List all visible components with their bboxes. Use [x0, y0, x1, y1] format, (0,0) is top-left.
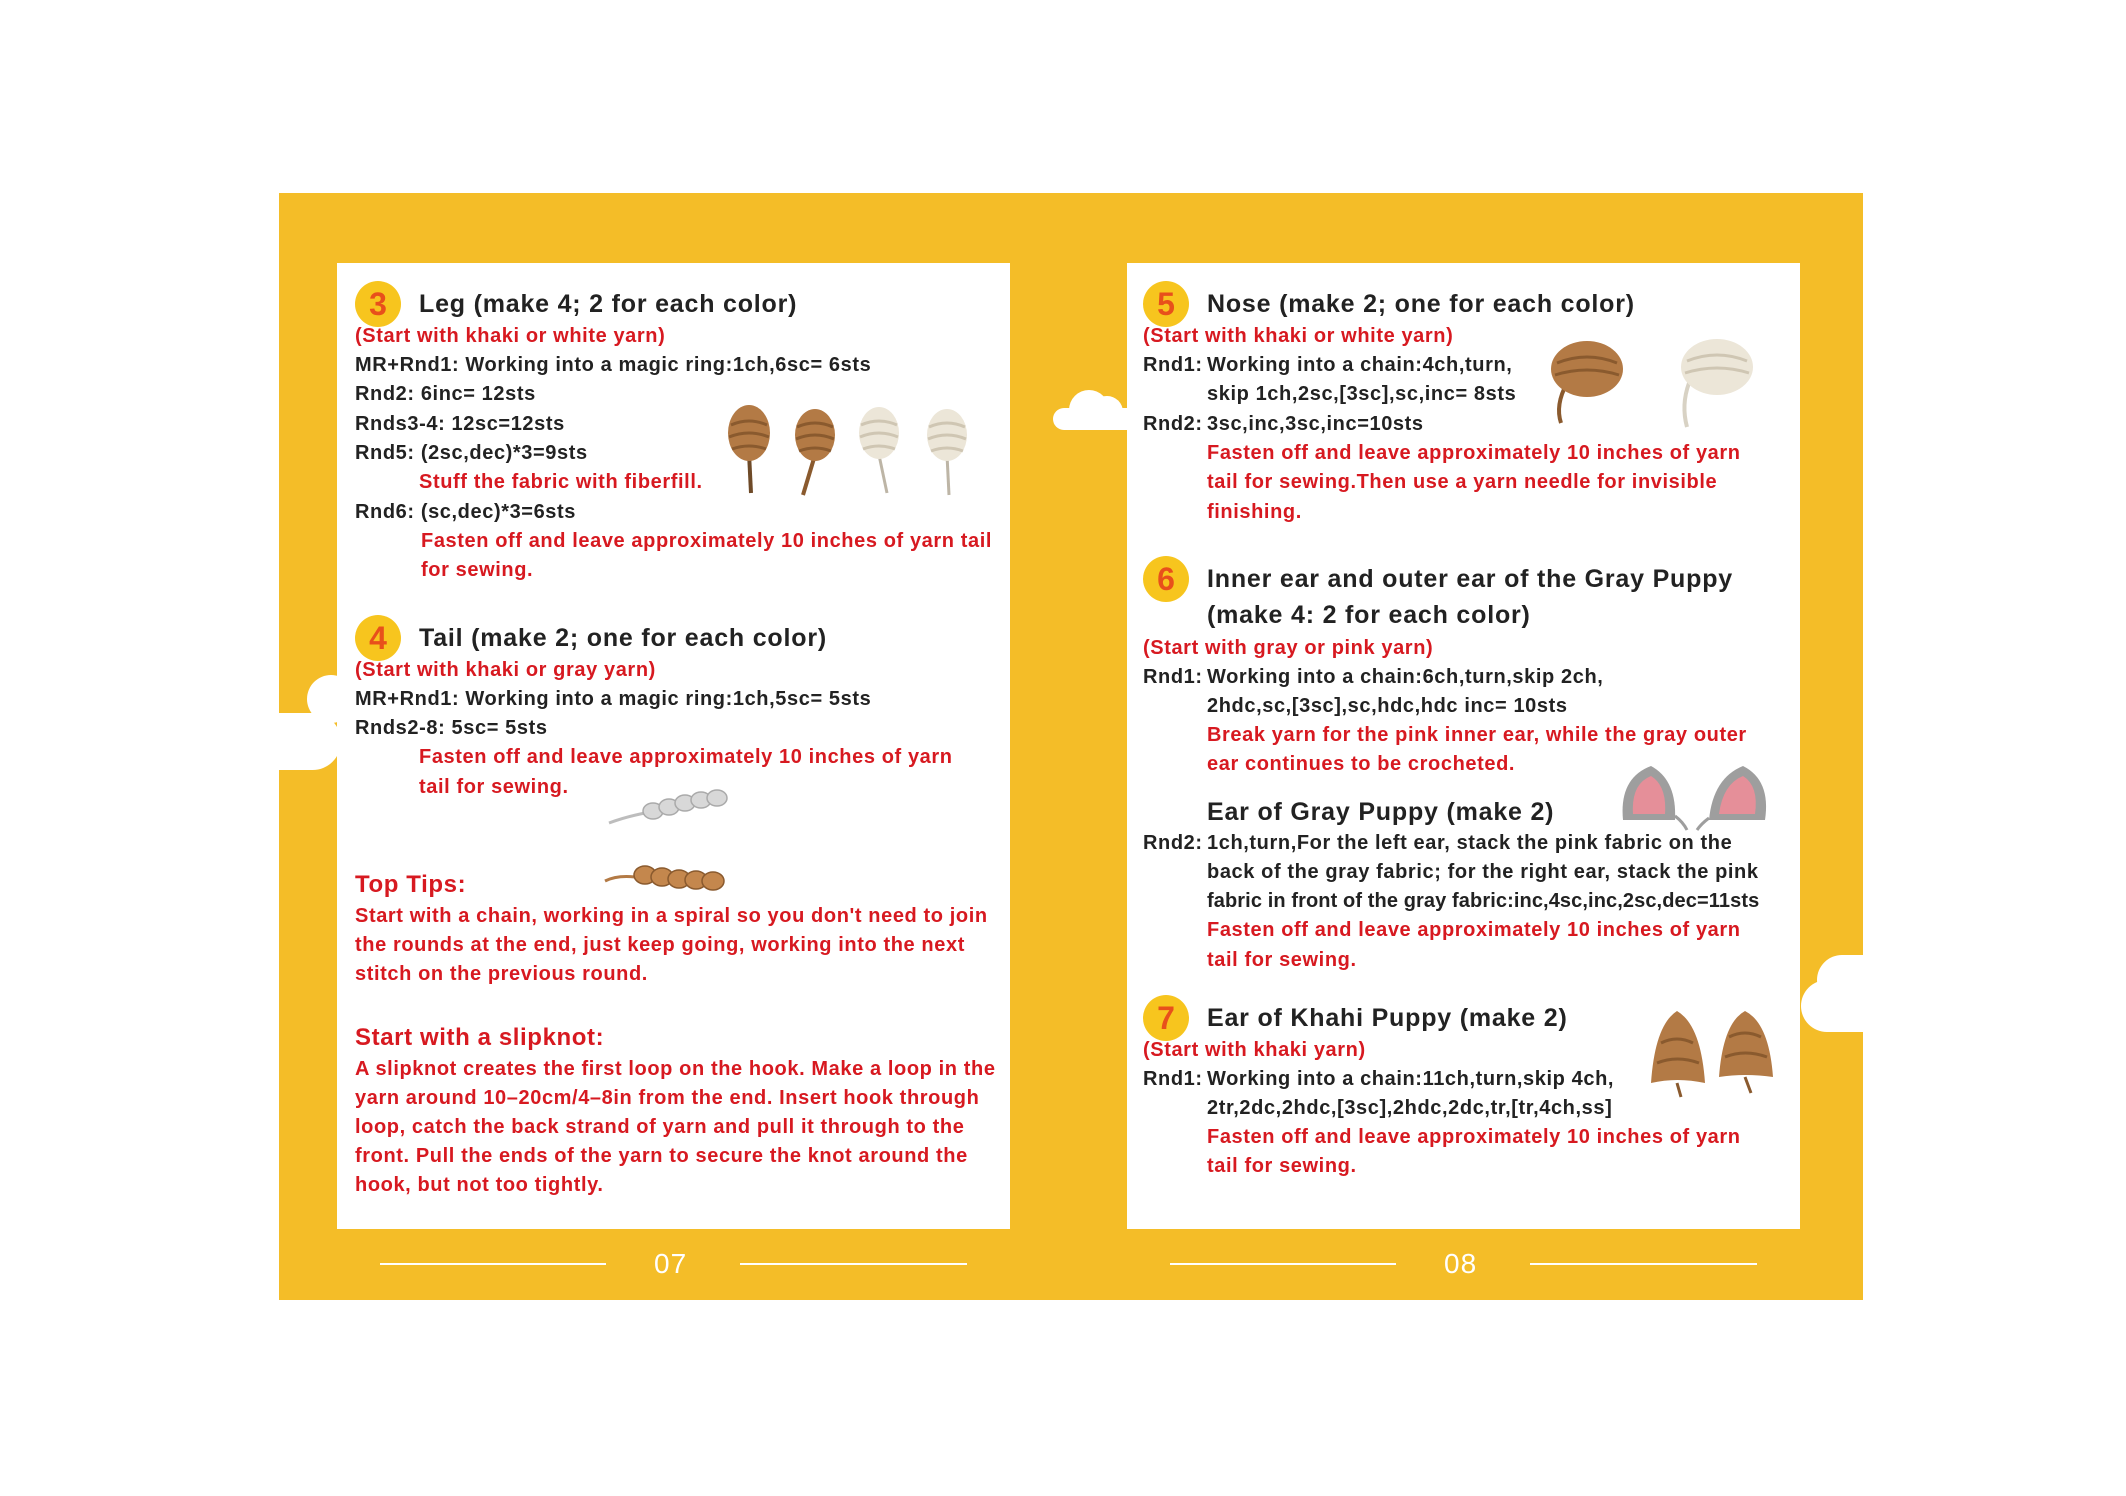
booklet-spread [279, 193, 1863, 1300]
step-7-badge: 7 [1143, 995, 1189, 1041]
ear-start-note: (Start with gray or pink yarn) [1143, 637, 1434, 659]
ear-rnd1-line: Working into a chain:6ch,turn,skip 2ch, [1207, 666, 1604, 688]
tail-fasten-note: Fasten off and leave approximately 10 inches of yarn [419, 746, 953, 768]
leg-stuff-note: Stuff the fabric with fiberfill. [419, 471, 703, 493]
leg-rnd6: Rnd6: (sc,dec)*3=6sts [355, 501, 577, 523]
step-3-badge: 3 [355, 281, 401, 327]
khaki-ear-pieces-image [1647, 1007, 1777, 1097]
ear-rnd1-label: Rnd1: [1143, 666, 1203, 688]
slipknot-line: loop, catch the back strand of yarn and pull it through to the [355, 1116, 965, 1138]
gray-ear-pieces-image [1617, 758, 1777, 828]
khaki-ear-title: Ear of Khahi Puppy (make 2) [1207, 1004, 1568, 1032]
khaki-ear-fasten-note: Fasten off and leave approximately 10 inches of yarn [1207, 1126, 1741, 1148]
tail-fasten-note: tail for sewing. [419, 776, 569, 798]
footer-line-left [740, 1263, 967, 1265]
page-number-07: 07 [654, 1248, 688, 1279]
khaki-ear-start-note: (Start with khaki yarn) [1143, 1039, 1366, 1061]
top-tips-line: Start with a chain, working in a spiral so you don't need to join [355, 905, 988, 927]
nose-fasten-note: Fasten off and leave approximately 10 inches of yarn [1207, 442, 1741, 464]
nose-rnd1-label: Rnd1: [1143, 354, 1203, 376]
top-tips-line: stitch on the previous round. [355, 963, 648, 985]
nose-rnd2-line: 3sc,inc,3sc,inc=10sts [1207, 413, 1424, 435]
tail-start-note: (Start with khaki or gray yarn) [355, 659, 656, 681]
tail-line: MR+Rnd1: Working into a magic ring:1ch,5sc= 5sts [355, 688, 872, 710]
khaki-ear-rnd1-line: 2tr,2dc,2hdc,[3sc],2hdc,2dc,tr,[tr,4ch,ss] [1207, 1097, 1613, 1119]
step-4-badge: 4 [355, 615, 401, 661]
leg-pieces-image [729, 403, 989, 503]
ear-rnd1-line: 2hdc,sc,[3sc],sc,hdc,hdc inc= 10sts [1207, 695, 1568, 717]
page-08 [1127, 263, 1800, 1229]
gray-ear-subtitle: Ear of Gray Puppy (make 2) [1207, 798, 1555, 826]
footer-line-right [1170, 1263, 1396, 1265]
ear-title: (make 4: 2 for each color) [1207, 601, 1531, 629]
leg-fasten-note: for sewing. [421, 559, 534, 581]
khaki-ear-fasten-note: tail for sewing. [1207, 1155, 1357, 1177]
nose-title: Nose (make 2; one for each color) [1207, 290, 1635, 318]
nose-fasten-note: tail for sewing.Then use a yarn needle for invisible [1207, 471, 1718, 493]
nose-rnd1-line: skip 1ch,2sc,[3sc],sc,inc= 8sts [1207, 383, 1517, 405]
ear-rnd2-line: back of the gray fabric; for the right ear, stack the pink [1207, 861, 1759, 883]
leg-start-note: (Start with khaki or white yarn) [355, 325, 666, 347]
step-5-badge: 5 [1143, 281, 1189, 327]
ear-fasten-note: tail for sewing. [1207, 949, 1357, 971]
leg-line: Rnd5: (2sc,dec)*3=9sts [355, 442, 588, 464]
page-07 [337, 263, 1010, 1229]
slipknot-line: hook, but not too tightly. [355, 1174, 604, 1196]
leg-line: MR+Rnd1: Working into a magic ring:1ch,6sc= 6sts [355, 354, 872, 376]
nose-pieces-image [1547, 335, 1797, 435]
ear-rnd2-label: Rnd2: [1143, 832, 1203, 854]
nose-fasten-note: finishing. [1207, 501, 1302, 523]
top-tips-title: Top Tips: [355, 871, 467, 898]
khaki-ear-rnd1-label: Rnd1: [1143, 1068, 1203, 1090]
leg-line: Rnds3-4: 12sc=12sts [355, 413, 565, 435]
top-tips-line: the rounds at the end, just keep going, working into the next [355, 934, 965, 956]
slipknot-line: front. Pull the ends of the yarn to secure the knot around the [355, 1145, 968, 1167]
nose-rnd2-label: Rnd2: [1143, 413, 1203, 435]
khaki-ear-rnd1-line: Working into a chain:11ch,turn,skip 4ch, [1207, 1068, 1615, 1090]
slipknot-line: A slipknot creates the first loop on the hook. Make a loop in the [355, 1058, 996, 1080]
footer-line-right [1530, 1263, 1757, 1265]
ear-rnd2-line: 1ch,turn,For the left ear, stack the pink fabric on the [1207, 832, 1733, 854]
ear-break-note: Break yarn for the pink inner ear, while the gray outer [1207, 724, 1747, 746]
leg-title: Leg (make 4; 2 for each color) [419, 290, 798, 318]
ear-title: Inner ear and outer ear of the Gray Puppy [1207, 565, 1733, 593]
tail-title: Tail (make 2; one for each color) [419, 624, 827, 652]
leg-fasten-note: Fasten off and leave approximately 10 inches of yarn tail [421, 530, 993, 552]
tail-line: Rnds2-8: 5sc= 5sts [355, 717, 548, 739]
slipknot-line: yarn around 10–20cm/4–8in from the end. Insert hook through [355, 1087, 980, 1109]
nose-start-note: (Start with khaki or white yarn) [1143, 325, 1454, 347]
ear-break-note: ear continues to be crocheted. [1207, 753, 1516, 775]
footer-line-left [380, 1263, 606, 1265]
slipknot-title: Start with a slipknot: [355, 1024, 605, 1051]
ear-fasten-note: Fasten off and leave approximately 10 inches of yarn [1207, 919, 1741, 941]
nose-rnd1-line: Working into a chain:4ch,turn, [1207, 354, 1513, 376]
page-number-08: 08 [1444, 1248, 1478, 1279]
ear-rnd2-line: fabric in front of the gray fabric:inc,4sc,inc,2sc,dec=11sts [1207, 890, 1760, 912]
step-6-badge: 6 [1143, 556, 1189, 602]
tail-pieces-image [605, 783, 745, 893]
leg-line: Rnd2: 6inc= 12sts [355, 383, 536, 405]
